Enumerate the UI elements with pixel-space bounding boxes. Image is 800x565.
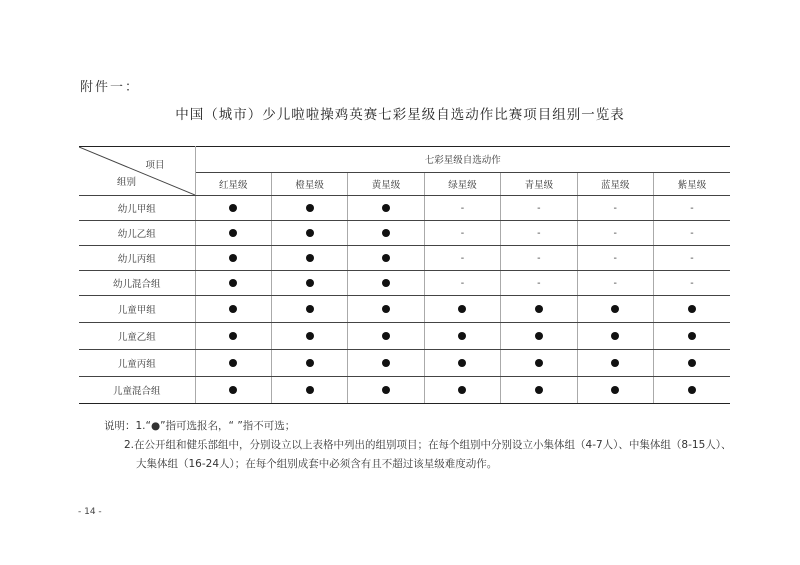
- available-cell: [348, 323, 424, 350]
- table-row: [79, 221, 730, 246]
- available-cell: [271, 196, 347, 221]
- available-dot-icon: [229, 359, 237, 367]
- unavailable-dash: -: [537, 202, 541, 214]
- available-dot-icon: [382, 305, 390, 313]
- available-cell: [501, 377, 577, 404]
- available-dot-icon: [229, 254, 237, 262]
- unavailable-cell: [424, 246, 500, 271]
- table-row: [79, 271, 730, 296]
- unavailable-cell: [653, 196, 730, 221]
- notes: [104, 417, 744, 474]
- available-dot-icon: [458, 359, 466, 367]
- unavailable-dash: -: [690, 277, 694, 289]
- unavailable-dash: -: [537, 277, 541, 289]
- available-dot-icon: [229, 305, 237, 313]
- available-dot-icon: [306, 305, 314, 313]
- star-header-cell: 橙星级: [271, 172, 347, 195]
- unavailable-dash: -: [690, 202, 694, 214]
- group-name-cell: 幼儿乙组: [79, 221, 195, 246]
- note-line-1: 说明：1.“●”指可选报名，“ ”指不可选；: [104, 420, 296, 432]
- available-cell: [271, 246, 347, 271]
- table-row: [79, 350, 730, 377]
- available-cell: [577, 377, 653, 404]
- table-row: [79, 377, 730, 404]
- unavailable-dash: -: [460, 202, 465, 214]
- available-dot-icon: [611, 305, 619, 313]
- unavailable-cell: [577, 246, 653, 271]
- available-cell: [501, 323, 577, 350]
- available-cell: [577, 296, 653, 323]
- available-cell: [195, 350, 271, 377]
- unavailable-dash: -: [690, 252, 694, 264]
- group-name-cell: 幼儿混合组: [79, 271, 195, 296]
- available-cell: [501, 350, 577, 377]
- available-cell: [348, 246, 424, 271]
- available-dot-icon: [688, 359, 696, 367]
- unavailable-cell: [501, 221, 577, 246]
- corner-item-label: 项目: [145, 160, 165, 171]
- available-cell: [577, 323, 653, 350]
- group-name-cell: 幼儿丙组: [79, 246, 195, 271]
- unavailable-dash: -: [537, 252, 541, 264]
- group-name-cell: 儿童丙组: [79, 350, 195, 377]
- available-cell: [348, 221, 424, 246]
- star-header-cell: 绿星级: [424, 172, 500, 195]
- available-cell: [424, 377, 500, 404]
- available-cell: [501, 296, 577, 323]
- unavailable-cell: [424, 196, 500, 221]
- available-cell: [348, 196, 424, 221]
- group-name-cell: 儿童甲组: [79, 296, 195, 323]
- unavailable-cell: [501, 246, 577, 271]
- available-cell: [195, 271, 271, 296]
- available-dot-icon: [458, 386, 466, 394]
- available-dot-icon: [382, 229, 390, 237]
- table-row: [79, 196, 730, 221]
- table-row: [79, 323, 730, 350]
- available-cell: [424, 323, 500, 350]
- page-title: 中国（城市）少儿啦啦操鸡英赛七彩星级自选动作比赛项目组别一览表: [175, 107, 625, 123]
- unavailable-cell: [424, 271, 500, 296]
- available-cell: [424, 350, 500, 377]
- table-row: [79, 296, 730, 323]
- unavailable-cell: [653, 221, 730, 246]
- available-dot-icon: [229, 204, 237, 212]
- available-dot-icon: [306, 359, 314, 367]
- available-dot-icon: [688, 305, 696, 313]
- available-dot-icon: [611, 359, 619, 367]
- star-header-cell: 紫星级: [653, 172, 730, 195]
- unavailable-cell: [577, 271, 653, 296]
- available-dot-icon: [306, 254, 314, 262]
- group-name-cell: 儿童混合组: [79, 377, 195, 404]
- available-dot-icon: [535, 305, 543, 313]
- unavailable-dash: -: [690, 227, 694, 239]
- available-dot-icon: [382, 386, 390, 394]
- available-cell: [653, 350, 730, 377]
- available-cell: [653, 377, 730, 404]
- unavailable-cell: [653, 246, 730, 271]
- available-dot-icon: [535, 359, 543, 367]
- unavailable-dash: -: [613, 277, 617, 289]
- available-dot-icon: [306, 332, 314, 340]
- available-cell: [195, 246, 271, 271]
- unavailable-dash: -: [613, 227, 617, 239]
- events-table: [79, 146, 730, 404]
- available-cell: [348, 271, 424, 296]
- table-row: [79, 246, 730, 271]
- star-header-cell: 青星级: [501, 172, 577, 195]
- available-cell: [271, 296, 347, 323]
- unavailable-dash: -: [460, 227, 465, 239]
- unavailable-cell: [424, 221, 500, 246]
- note-line-3: 大集体组（16-24人）；在每个组别成套中必须含有且不超过该星级难度动作。: [136, 458, 498, 470]
- available-dot-icon: [611, 332, 619, 340]
- available-cell: [653, 323, 730, 350]
- unavailable-cell: [501, 196, 577, 221]
- available-cell: [195, 323, 271, 350]
- available-dot-icon: [229, 229, 237, 237]
- available-cell: [271, 350, 347, 377]
- unavailable-dash: -: [613, 202, 617, 214]
- group-name-cell: 儿童乙组: [79, 323, 195, 350]
- corner-header-cell: [79, 147, 195, 196]
- group-name-cell: 幼儿甲组: [79, 196, 195, 221]
- star-header-cell: 红星级: [195, 172, 271, 195]
- available-cell: [348, 377, 424, 404]
- note-line-2: 2.在公开组和健乐部组中，分别设立以上表格中列出的组别项目；在每个组别中分别设立小集体组（4-7人）、中集体组（8-15人）、: [124, 439, 732, 451]
- unavailable-cell: [577, 196, 653, 221]
- unavailable-cell: [653, 271, 730, 296]
- unavailable-dash: -: [613, 252, 617, 264]
- available-dot-icon: [382, 332, 390, 340]
- available-dot-icon: [688, 332, 696, 340]
- available-dot-icon: [382, 279, 390, 287]
- star-header-cell: 黄星级: [348, 172, 424, 195]
- unavailable-dash: -: [537, 227, 541, 239]
- available-cell: [348, 296, 424, 323]
- star-header-cell: 蓝星级: [577, 172, 653, 195]
- available-dot-icon: [458, 332, 466, 340]
- available-dot-icon: [611, 386, 619, 394]
- available-cell: [653, 296, 730, 323]
- available-cell: [195, 377, 271, 404]
- available-dot-icon: [535, 386, 543, 394]
- available-dot-icon: [306, 279, 314, 287]
- attachment-label: 附件一：: [80, 80, 141, 95]
- available-dot-icon: [382, 204, 390, 212]
- available-cell: [271, 221, 347, 246]
- available-cell: [195, 221, 271, 246]
- available-dot-icon: [306, 386, 314, 394]
- available-dot-icon: [306, 229, 314, 237]
- available-cell: [195, 196, 271, 221]
- unavailable-dash: -: [460, 277, 465, 289]
- unavailable-cell: [501, 271, 577, 296]
- available-dot-icon: [688, 386, 696, 394]
- available-dot-icon: [535, 332, 543, 340]
- corner-category-label: 组别: [117, 177, 137, 188]
- available-cell: [271, 323, 347, 350]
- unavailable-dash: -: [460, 252, 465, 264]
- group-header: 七彩星级自选动作: [195, 147, 730, 173]
- page-number: - 14 -: [78, 507, 102, 517]
- available-dot-icon: [229, 279, 237, 287]
- diagonal-divider: [79, 147, 195, 195]
- available-cell: [271, 377, 347, 404]
- available-cell: [195, 296, 271, 323]
- available-dot-icon: [229, 332, 237, 340]
- available-dot-icon: [229, 386, 237, 394]
- unavailable-cell: [577, 221, 653, 246]
- available-dot-icon: [458, 305, 466, 313]
- available-cell: [348, 350, 424, 377]
- available-dot-icon: [306, 204, 314, 212]
- available-dot-icon: [382, 254, 390, 262]
- available-cell: [271, 271, 347, 296]
- available-cell: [577, 350, 653, 377]
- available-dot-icon: [382, 359, 390, 367]
- available-cell: [424, 296, 500, 323]
